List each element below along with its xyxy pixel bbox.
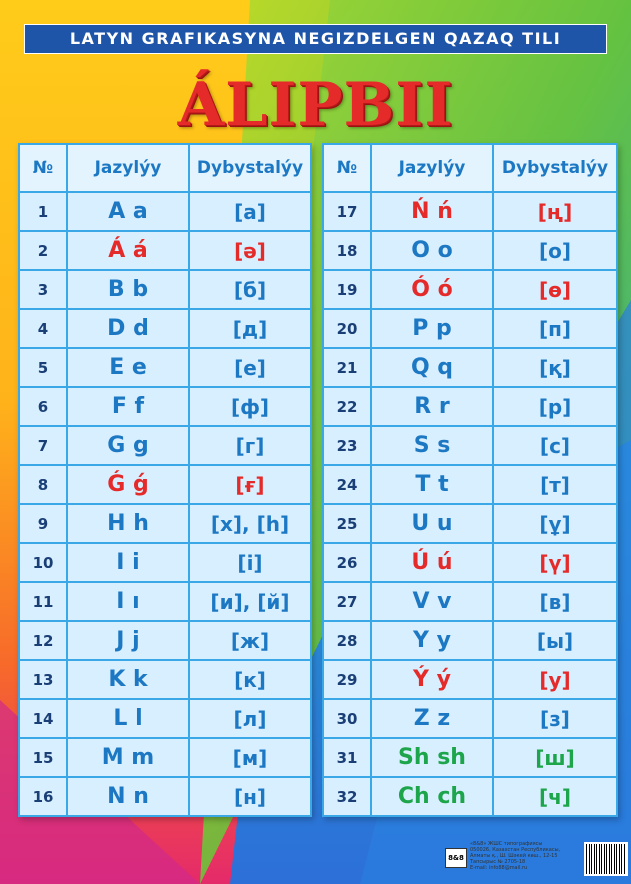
- row-number: 32: [323, 777, 371, 816]
- table-row: [19, 348, 311, 387]
- table-row: [19, 621, 311, 660]
- header-number: №: [19, 144, 67, 192]
- publisher-logo: 8&8: [445, 848, 467, 868]
- table-row: [323, 621, 617, 660]
- row-letter: O o: [371, 231, 493, 270]
- row-sound: [ы]: [493, 621, 617, 660]
- row-letter: L l: [67, 699, 189, 738]
- table-row: [19, 309, 311, 348]
- row-letter: I ı: [67, 582, 189, 621]
- row-sound: [с]: [493, 426, 617, 465]
- row-number: 16: [19, 777, 67, 816]
- row-sound: [ә]: [189, 231, 311, 270]
- table-row: [323, 348, 617, 387]
- row-number: 7: [19, 426, 67, 465]
- table-row: [323, 777, 617, 816]
- row-number: 3: [19, 270, 67, 309]
- row-number: 26: [323, 543, 371, 582]
- table-row: [19, 777, 311, 816]
- header-number: №: [323, 144, 371, 192]
- row-letter: Ó ó: [371, 270, 493, 309]
- row-letter: Z z: [371, 699, 493, 738]
- row-letter: A a: [67, 192, 189, 231]
- table-row: [323, 465, 617, 504]
- row-letter: I i: [67, 543, 189, 582]
- row-number: 13: [19, 660, 67, 699]
- row-sound: [б]: [189, 270, 311, 309]
- header-letter: Jazylýy: [371, 144, 493, 192]
- row-sound: [т]: [493, 465, 617, 504]
- row-letter: N n: [67, 777, 189, 816]
- row-number: 30: [323, 699, 371, 738]
- header-sound: Dybystalýy: [493, 144, 617, 192]
- row-number: 10: [19, 543, 67, 582]
- table-row: [323, 738, 617, 777]
- table-row: [19, 504, 311, 543]
- row-letter: V v: [371, 582, 493, 621]
- table-row: [19, 738, 311, 777]
- table-row: [323, 582, 617, 621]
- row-sound: [а]: [189, 192, 311, 231]
- publisher-line: Тапсырыс № 2705-18: [470, 859, 526, 865]
- row-sound: [р]: [493, 387, 617, 426]
- row-letter: R r: [371, 387, 493, 426]
- row-letter: Ú ú: [371, 543, 493, 582]
- row-letter: Y y: [371, 621, 493, 660]
- row-letter: J j: [67, 621, 189, 660]
- table-row: [19, 582, 311, 621]
- row-sound: [м]: [189, 738, 311, 777]
- row-sound: [ү]: [493, 543, 617, 582]
- row-sound: [д]: [189, 309, 311, 348]
- table-row: [323, 660, 617, 699]
- row-letter: Á á: [67, 231, 189, 270]
- row-sound: [ұ]: [493, 504, 617, 543]
- table-row: [19, 660, 311, 699]
- header-sound: Dybystalýy: [189, 144, 311, 192]
- row-sound: [ч]: [493, 777, 617, 816]
- row-letter: Q q: [371, 348, 493, 387]
- row-letter: G g: [67, 426, 189, 465]
- header-letter: Jazylýy: [67, 144, 189, 192]
- row-sound: [ө]: [493, 270, 617, 309]
- table-row: [19, 387, 311, 426]
- row-number: 17: [323, 192, 371, 231]
- row-number: 11: [19, 582, 67, 621]
- row-sound: [п]: [493, 309, 617, 348]
- table-row: [323, 309, 617, 348]
- row-letter: K k: [67, 660, 189, 699]
- row-number: 14: [19, 699, 67, 738]
- row-number: 8: [19, 465, 67, 504]
- row-letter: H h: [67, 504, 189, 543]
- table-row: [19, 231, 311, 270]
- row-number: 4: [19, 309, 67, 348]
- row-sound: [қ]: [493, 348, 617, 387]
- row-number: 5: [19, 348, 67, 387]
- row-number: 19: [323, 270, 371, 309]
- row-number: 29: [323, 660, 371, 699]
- table-row: [323, 192, 617, 231]
- poster-title: ÁLIPBII: [177, 70, 454, 140]
- row-number: 21: [323, 348, 371, 387]
- row-number: 6: [19, 387, 67, 426]
- row-letter: T t: [371, 465, 493, 504]
- table-row: [19, 699, 311, 738]
- row-number: 28: [323, 621, 371, 660]
- row-sound: [л]: [189, 699, 311, 738]
- table-row: [323, 426, 617, 465]
- row-sound: [х], [һ]: [189, 504, 311, 543]
- row-letter: Ý ý: [371, 660, 493, 699]
- row-sound: [о]: [493, 231, 617, 270]
- row-sound: [ш]: [493, 738, 617, 777]
- table-row: [323, 231, 617, 270]
- table-row: [323, 270, 617, 309]
- row-sound: [ғ]: [189, 465, 311, 504]
- row-sound: [ж]: [189, 621, 311, 660]
- alphabet-table-right: [322, 143, 618, 817]
- row-letter: E e: [67, 348, 189, 387]
- row-number: 23: [323, 426, 371, 465]
- row-sound: [і]: [189, 543, 311, 582]
- row-number: 1: [19, 192, 67, 231]
- row-number: 24: [323, 465, 371, 504]
- table-row: [323, 699, 617, 738]
- table-row: [323, 387, 617, 426]
- row-number: 25: [323, 504, 371, 543]
- table-row: [19, 465, 311, 504]
- row-number: 9: [19, 504, 67, 543]
- row-sound: [з]: [493, 699, 617, 738]
- row-letter: Ń ń: [371, 192, 493, 231]
- row-sound: [в]: [493, 582, 617, 621]
- row-sound: [ф]: [189, 387, 311, 426]
- table-row: [19, 426, 311, 465]
- row-number: 15: [19, 738, 67, 777]
- table-row: [19, 270, 311, 309]
- table-row: [19, 192, 311, 231]
- publisher-line: «8&8» ЖШС типографиясы: [470, 841, 543, 847]
- row-letter: M m: [67, 738, 189, 777]
- row-sound: [и], [й]: [189, 582, 311, 621]
- publisher-line: E-mail: info88@mail.ru: [470, 865, 528, 871]
- row-sound: [ң]: [493, 192, 617, 231]
- row-number: 18: [323, 231, 371, 270]
- row-number: 12: [19, 621, 67, 660]
- row-letter: Ch ch: [371, 777, 493, 816]
- row-letter: F f: [67, 387, 189, 426]
- table-row: [323, 504, 617, 543]
- table-row: [19, 543, 311, 582]
- row-letter: P p: [371, 309, 493, 348]
- row-letter: B b: [67, 270, 189, 309]
- row-sound: [у]: [493, 660, 617, 699]
- table-header-row: [19, 144, 311, 192]
- row-letter: Sh sh: [371, 738, 493, 777]
- row-number: 31: [323, 738, 371, 777]
- row-sound: [к]: [189, 660, 311, 699]
- row-letter: S s: [371, 426, 493, 465]
- row-letter: Ǵ ǵ: [67, 465, 189, 504]
- publisher-info: [470, 841, 580, 871]
- barcode-icon: [584, 842, 628, 876]
- row-letter: U u: [371, 504, 493, 543]
- publisher-line: 050026, Казахстан Республикасы,: [470, 847, 561, 853]
- table-row: [323, 543, 617, 582]
- row-sound: [е]: [189, 348, 311, 387]
- publisher-line: Алматы қ., Ш. Шәкей көш., 12-15: [470, 853, 558, 859]
- table-header-row: [323, 144, 617, 192]
- row-letter: D d: [67, 309, 189, 348]
- row-number: 27: [323, 582, 371, 621]
- row-sound: [н]: [189, 777, 311, 816]
- row-number: 20: [323, 309, 371, 348]
- top-banner: LATYN GRAFIKASYNA NEGIZDELGEN QAZAQ TILI: [24, 24, 607, 54]
- row-sound: [г]: [189, 426, 311, 465]
- row-number: 22: [323, 387, 371, 426]
- alphabet-table-left: [18, 143, 312, 817]
- row-number: 2: [19, 231, 67, 270]
